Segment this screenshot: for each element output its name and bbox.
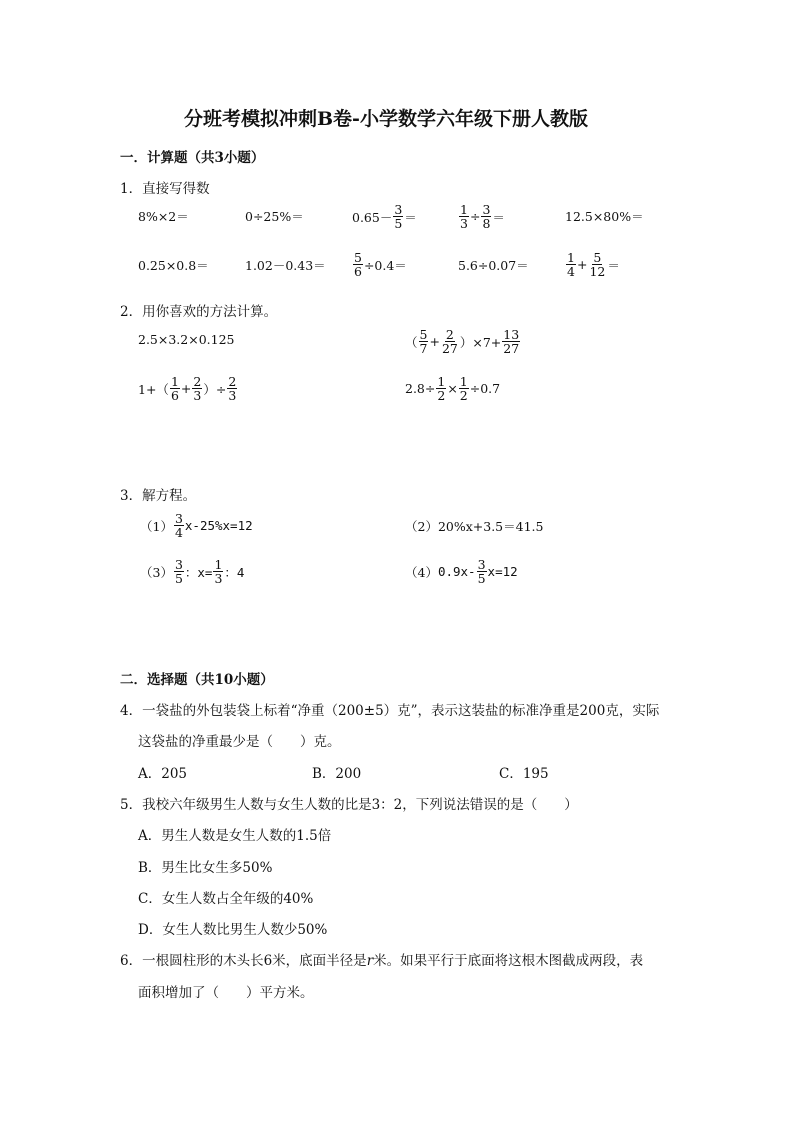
- q5-option-c: C．女生人数占全年级的40%: [138, 891, 314, 907]
- q4-option-c: C．195: [499, 766, 549, 782]
- question-6-line-2: 面积增加了（ ）平方米。: [138, 985, 314, 1001]
- q2-item-a: 2.5×3.2×0.125: [138, 332, 235, 347]
- q5-option-a: A．男生人数是女生人数的1.5倍: [138, 828, 332, 844]
- q3-equation-4: （4） 0.9x- $\frac{3}{5}$ x=12: [405, 557, 518, 587]
- q1-item-i: 5.6÷0.07＝: [458, 258, 529, 273]
- question-1-label: 1．直接写得数: [120, 181, 210, 197]
- q4-option-a: A．205: [138, 766, 188, 782]
- q1-item-d: $\frac{1}{3}$ ÷ $\frac{3}{8}$ ＝: [460, 202, 505, 232]
- q5-option-b: B．男生比女生多50%: [138, 860, 273, 876]
- section-heading-calculation: 一．计算题（共3小题）: [120, 150, 265, 166]
- q3-equation-2: （2） 20%x+3.5＝41.5: [405, 519, 544, 534]
- q4-option-b: B．200: [312, 766, 362, 782]
- question-4-line-1: 4．一袋盐的外包装袋上标着“净重（200±5）克”，表示这装盐的标准净重是200克，实际: [120, 703, 660, 719]
- question-2-label: 2．用你喜欢的方法计算。: [120, 304, 278, 320]
- q2-item-d: 2.8÷ $\frac{1}{2}$ × $\frac{1}{2}$ ÷0.7: [405, 374, 501, 404]
- q3-equation-3: （3） $\frac{3}{5}$ ：x= $\frac{1}{3}$ ：4: [140, 557, 245, 587]
- question-3-label: 3．解方程。: [120, 488, 197, 504]
- q1-item-j: $\frac{1}{4}$ + $\frac{5}{12}$ ＝: [567, 250, 620, 280]
- q5-option-d: D．女生人数比男生人数少50%: [138, 922, 328, 938]
- q2-item-b: （ $\frac{5}{7}$ + $\frac{2}{27}$ ）×7+ $\frac{13}{27}$: [405, 327, 520, 357]
- section-heading-multiple-choice: 二．选择题（共10小题）: [120, 672, 274, 688]
- question-4-line-2: 这袋盐的净重最少是（ ）克。: [138, 734, 341, 750]
- q1-item-e: 12.5×80%＝: [565, 209, 644, 224]
- question-5-line-1: 5．我校六年级男生人数与女生人数的比是3：2，下列说法错误的是（ ）: [120, 797, 578, 813]
- q1-item-a: 8%×2＝: [138, 209, 189, 224]
- page-title: 分班考模拟冲刺B卷-小学数学六年级下册人教版: [184, 108, 588, 130]
- q1-item-h: $\frac{5}{6}$ ÷0.4＝: [354, 250, 407, 280]
- q3-equation-1: （1） $\frac{3}{4}$ x-25%x=12: [140, 511, 253, 541]
- q1-item-g: 1.02－0.43＝: [245, 258, 326, 273]
- q1-item-c: 0.65－ $\frac{3}{5}$ ＝: [352, 202, 417, 232]
- q1-item-b: 0÷25%＝: [245, 209, 304, 224]
- question-6-line-1: 6．一根圆柱形的木头长6米，底面半径是r米。如果平行于底面将这根木图截成两段，表: [120, 953, 644, 969]
- q1-item-f: 0.25×0.8＝: [138, 258, 209, 273]
- q2-item-c: 1+（ $\frac{1}{6}$ + $\frac{2}{3}$ ）÷ $\frac{2}{3}$: [138, 374, 237, 404]
